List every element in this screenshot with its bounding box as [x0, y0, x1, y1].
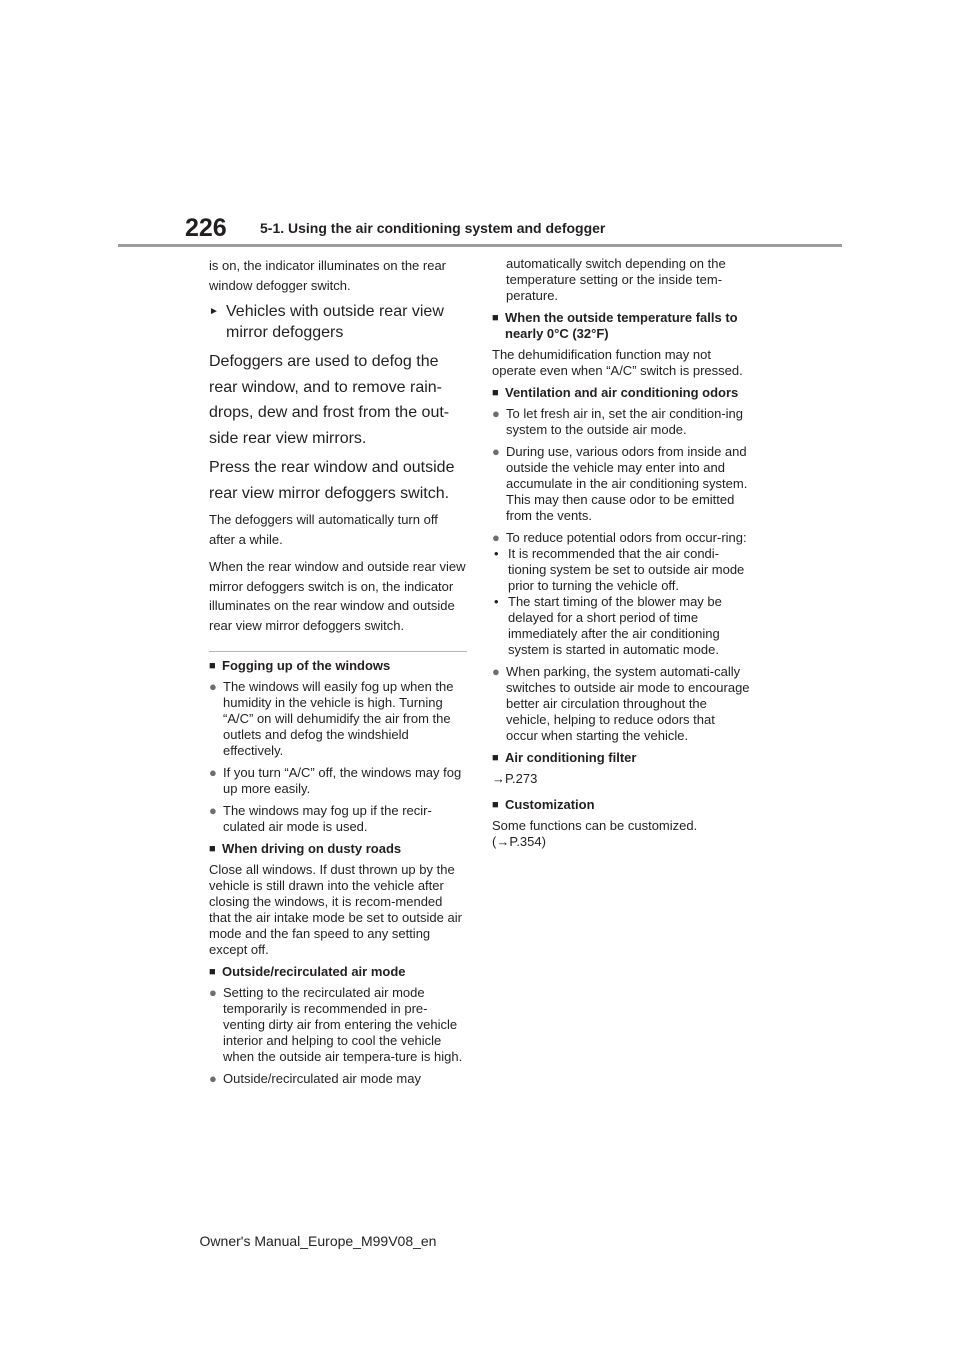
list-item [492, 444, 750, 524]
sub-bullet-marker: • [494, 594, 499, 609]
page-number: 226 [185, 214, 227, 242]
list-item [492, 664, 750, 744]
circle-bullet-icon: ● [209, 679, 217, 694]
list-item [209, 803, 467, 835]
triangle-bullet-icon: ► [209, 306, 219, 317]
list-item [492, 530, 750, 546]
subheading-text: Vehicles with outside rear view mirror defoggers [226, 303, 444, 341]
paragraph: Close all windows. If dust thrown up by the vehicle is still drawn into the vehicle after closing the windows, it is recom-mended that the air intake mode be set to outside air mode and the fan speed to any setting except off. [209, 862, 462, 957]
square-bullet-icon: ■ [492, 312, 499, 324]
circle-bullet-icon: ● [492, 444, 500, 459]
list-item-text: If you turn “A/C” off, the windows may fog up more easily. [223, 765, 462, 796]
note-text: When the rear window and outside rear view mirror defoggers switch is on, the indicator illuminates on the rear window and outside rear view mirror defoggers switch. [209, 559, 466, 633]
square-bullet-icon: ■ [492, 799, 499, 811]
circle-bullet-icon: ● [209, 765, 217, 780]
square-bullet-icon: ■ [492, 387, 499, 399]
list-item-text: To reduce potential odors from occur-ring: [506, 530, 747, 545]
list-item-text: When parking, the system automati-cally switches to outside air mode to encourage better air circulation throughout the vehicle, helping to reduce odors that occur when starting the vehicle. [506, 664, 750, 743]
heading-text: Air conditioning filter [505, 750, 637, 765]
right-column [492, 256, 750, 856]
heading-dusty-roads [209, 841, 467, 857]
circle-bullet-icon: ● [492, 406, 500, 421]
heading-text: Ventilation and air conditioning odors [505, 385, 739, 400]
circle-bullet-icon: ● [209, 985, 217, 1000]
footer-manual-id: Owner's Manual_Europe_M99V08_en [199, 1233, 437, 1249]
circle-bullet-icon: ● [492, 664, 500, 679]
circle-bullet-icon: ● [209, 803, 217, 818]
subheading-outside-mirror-defoggers [209, 301, 467, 343]
list-item-text: Setting to the recirculated air mode temporarily is recommended in pre-venting dirty air from entering the vehicle interior and helping to cool the vehicle when the outside air tempera-ture is high. [223, 985, 463, 1064]
note-text: The defoggers will automatically turn off after a while. [209, 512, 438, 547]
sub-list-item [492, 546, 750, 594]
continuation-text: is on, the indicator illuminates on the rear window defogger switch. [209, 258, 447, 293]
sub-bullet-marker: • [494, 546, 499, 561]
circle-bullet-icon: ● [209, 1071, 217, 1086]
paragraph: Some functions can be customized. (→P.354) [492, 818, 698, 849]
sub-list-item [492, 594, 750, 658]
square-bullet-icon: ■ [209, 660, 216, 672]
page-reference-link[interactable]: →P.273 [492, 771, 538, 786]
divider [209, 651, 467, 652]
list-item [209, 1071, 467, 1087]
heading-customization [492, 797, 750, 813]
square-bullet-icon: ■ [209, 966, 216, 978]
sub-list-item-text: It is recommended that the air condi-tioning system be set to outside air mode prior to turning the vehicle off. [508, 546, 745, 593]
list-item-text: The windows will easily fog up when the humidity in the vehicle is high. Turning “A/C” on will dehumidify the air from the outlets and defog the windshield effectively. [223, 679, 454, 758]
list-item [209, 679, 467, 759]
heading-text: Outside/recirculated air mode [222, 964, 406, 979]
section-title: 5-1. Using the air conditioning system and defogger [260, 220, 606, 236]
heading-text: When the outside temperature falls to nearly 0°C (32°F) [505, 310, 738, 341]
body-text: Press the rear window and outside rear view mirror defoggers switch. [209, 459, 455, 502]
heading-outside-temperature [492, 310, 750, 342]
list-item-text: During use, various odors from inside and outside the vehicle may enter into and accumulate in the air conditioning system. This may then cause odor to be emitted from the vents. [506, 444, 748, 523]
heading-text: When driving on dusty roads [222, 841, 402, 856]
list-item [492, 406, 750, 438]
heading-fogging [209, 658, 467, 674]
list-item-text: Outside/recirculated air mode may [223, 1071, 421, 1086]
square-bullet-icon: ■ [209, 843, 216, 855]
list-item-text: The windows may fog up if the recir-culated air mode is used. [223, 803, 432, 834]
body-text: Defoggers are used to defog the rear window, and to remove rain-drops, dew and frost from the out-side rear view mirrors. [209, 353, 450, 447]
heading-odors [492, 385, 750, 401]
paragraph: The dehumidification function may not operate even when “A/C” switch is pressed. [492, 347, 743, 378]
square-bullet-icon: ■ [492, 752, 499, 764]
list-item [209, 985, 467, 1065]
left-column [209, 256, 467, 1093]
continuation-text: automatically switch depending on the temperature setting or the inside tem-perature. [506, 256, 726, 303]
heading-text: Fogging up of the windows [222, 658, 391, 673]
sub-list-item-text: The start timing of the blower may be delayed for a short period of time immediately after the air conditioning system is started in automatic mode. [508, 594, 722, 657]
circle-bullet-icon: ● [492, 530, 500, 545]
list-item-text: To let fresh air in, set the air condition-ing system to the outside air mode. [506, 406, 744, 437]
heading-air-mode [209, 964, 467, 980]
header-rule [118, 244, 842, 247]
list-item [209, 765, 467, 797]
heading-air-filter [492, 750, 750, 766]
heading-text: Customization [505, 797, 595, 812]
